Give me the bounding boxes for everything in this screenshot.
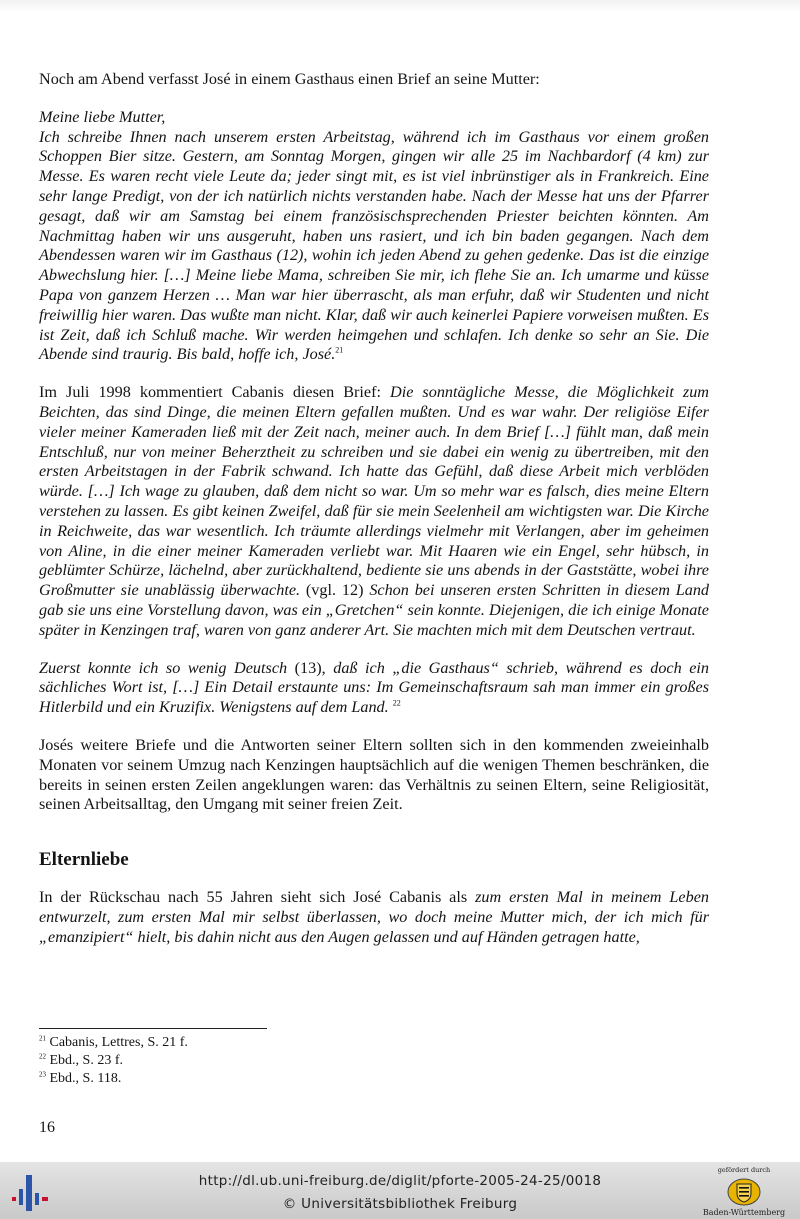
letter-greeting: Meine liebe Mutter, xyxy=(39,107,166,126)
summary-paragraph: Josés weitere Briefe und die Antworten seiner Eltern sollten sich in den kommenden zweieinhalb Monaten vor seinem Umzug nach Kenzingen hauptsächlich auf die wenigen Themen beschränken, die bereits in seinen ersten Zeilen angeklungen waren: das Verhältnis zu seinen Eltern, seine Religiosität, seinen Arbeitsalltag, den Umgang mit seiner freien Zeit. xyxy=(39,735,709,814)
section-heading: Elternliebe xyxy=(39,849,129,871)
footnote-number: 21 xyxy=(39,1034,46,1043)
page-body xyxy=(39,70,709,947)
comment-paragraph xyxy=(39,383,709,640)
footnote-divider xyxy=(39,1028,267,1029)
footnote-text: Ebd., S. 118. xyxy=(49,1071,122,1086)
footnote-text: Cabanis, Lettres, S. 21 f. xyxy=(49,1035,188,1050)
page-number: 16 xyxy=(39,1119,55,1136)
footer-copyright: © Universitätsbibliothek Freiburg xyxy=(282,1196,518,1212)
comment-quote-1: Die sonntägliche Messe, die Möglichkeit zum Beichten, das sind Dinge, die meinen Eltern gefallen mußten. Und es war wahr. Der religiöse Eifer vieler meiner Kameraden ließ mit der Zeit nach, meiner auch. In dem Brief […] fühlt man, daß mein Entschluß, nur von meiner Beherztheit zu schreiben und sie dabei ein wenig zu übertreiben, mit den ersten Arbeitstagen in der Fabrik schwand. Ich hatte das Gefühl, daß diese Arbeit mich verblöden würde. […] Ich wage zu glauben, daß dem nicht so war. Um so mehr war es falsch, dies meine Eltern verstehen zu lassen. Es gibt keinen Zweifel, daß für sie mein Seelenheil am wichtigsten war. Die Kirche in Reichweite, das war wesentlich. Ich träumte allerdings vielmehr mit Verlangen, aber im geheimen von Aline, in die einer meiner Kameraden verliebt war. Mit Haaren wie ein Engel, sehr hübsch, in geblümter Schürze, lächelnd, aber zurückhaltend, bediente sie uns abends in der Gaststätte, wobei ihre Großmutter sie unablässig überwachte. xyxy=(39,383,709,600)
footnote-23 xyxy=(39,1070,639,1088)
retrospect-quote: zum ersten Mal in meinem Leben entwurzelt, zum ersten Mal mir selbst überlassen, wo doch meine Mutter mich, der ich mich für „emanzipiert“ hielt, bis dahin nicht aus den Augen gelassen und auf Händen getragen hatte, xyxy=(39,888,709,946)
footnote-ref-21[interactable]: 21 xyxy=(335,345,344,355)
sponsor-name: Baden-Württemberg xyxy=(702,1208,786,1217)
deutsch-reference: (13), xyxy=(287,658,334,677)
footnotes xyxy=(39,1034,639,1088)
baden-wuerttemberg-logo[interactable] xyxy=(692,1166,796,1218)
retrospect-lead: In der Rückschau nach 55 Jahren sieht sich José Cabanis als xyxy=(39,888,476,907)
footnote-number: 23 xyxy=(39,1070,46,1079)
footer-bar xyxy=(0,1162,800,1219)
intro-paragraph: Noch am Abend verfasst José in einem Gasthaus einen Brief an seine Mutter: xyxy=(39,70,540,88)
letter-quote xyxy=(39,128,709,366)
coat-of-arms-icon xyxy=(726,1177,762,1207)
footnote-number: 22 xyxy=(39,1052,46,1061)
deutsch-quote-2: daß ich „die Gasthaus“ schrieb, während es doch ein sächliches Wort ist, […] Ein Detail erstaunte uns: Im Gemeinschaftsraum sah man immer ein großes Hitlerbild und ein Kruzifix. Wenigstens auf dem Land. xyxy=(39,658,710,717)
comment-lead: Im Juli 1998 kommentiert Cabanis diesen Brief: xyxy=(39,383,391,402)
footnote-21 xyxy=(39,1034,639,1052)
retrospect-paragraph xyxy=(39,888,709,947)
letter-body: Ich schreibe Ihnen nach unserem ersten Arbeitstag, während ich im Gasthaus vor einem großen Schoppen Bier sitze. Gestern, am Sonntag Morgen, gingen wir alle 25 im Nachbardorf (4 km) zur Messe. Es waren recht viele Leute da; jeder singt mit, es ist viel inbrünstiger als in Frankreich. Eine sehr lange Predigt, von der ich natürlich nichts verstanden habe. Nach der Messe hat uns der Pfarrer gesagt, daß wir am Samstag bei einem französischsprechenden Priester beichten könnten. Am Nachmittag haben wir uns ausgeruht, haben uns rasiert, und ich bin baden gegangen. Nach dem Abendessen waren wir im Gasthaus (12), wohin ich jeden Abend zu gehen gedenke. Das ist die einzige Abwechslung hier. […] Meine liebe Mama, schreiben Sie mir, ich flehe Sie an. Ich umarme und küsse Papa von ganzem Herzen … Man war hier überrascht, als man erfuhr, daß wir Studenten und nicht freiwillig hier waren. Das wußte man nicht. Klar, daß wir auch keinerlei Papiere vorweisen mußten. Es ist Zeit, daß ich Schluß mache. Wir werden heimgehen und schlafen. Ich denke so sehr an Sie. Die Abende sind traurig. Bis bald, hoffe ich, José. xyxy=(39,127,709,364)
footer-url-link[interactable]: http://dl.ub.uni-freiburg.de/diglit/pforte-2005-24-25/0018 xyxy=(198,1173,602,1189)
footnote-text: Ebd., S. 23 f. xyxy=(49,1053,123,1068)
footnote-22 xyxy=(39,1052,639,1070)
deutsch-quote-1: Zuerst konnte ich so wenig Deutsch xyxy=(39,658,288,677)
deutsch-paragraph xyxy=(39,659,709,718)
sponsor-caption: gefördert durch xyxy=(717,1166,771,1174)
footnote-ref-22[interactable]: 22 xyxy=(392,698,401,708)
comment-quote-2: Schon bei unseren ersten Schritten in diesem Land gab sie uns eine Vorstellung davon, was ein „Gretchen“ sein konnte. Diejenigen, die ich einige Monate später in Kenzingen traf, waren von ganz anderer Art. Sie machten mich mit dem Deutschen vertraut. xyxy=(39,581,710,639)
page-top-edge xyxy=(0,0,800,12)
comment-reference: (vgl. 12) xyxy=(300,581,370,600)
